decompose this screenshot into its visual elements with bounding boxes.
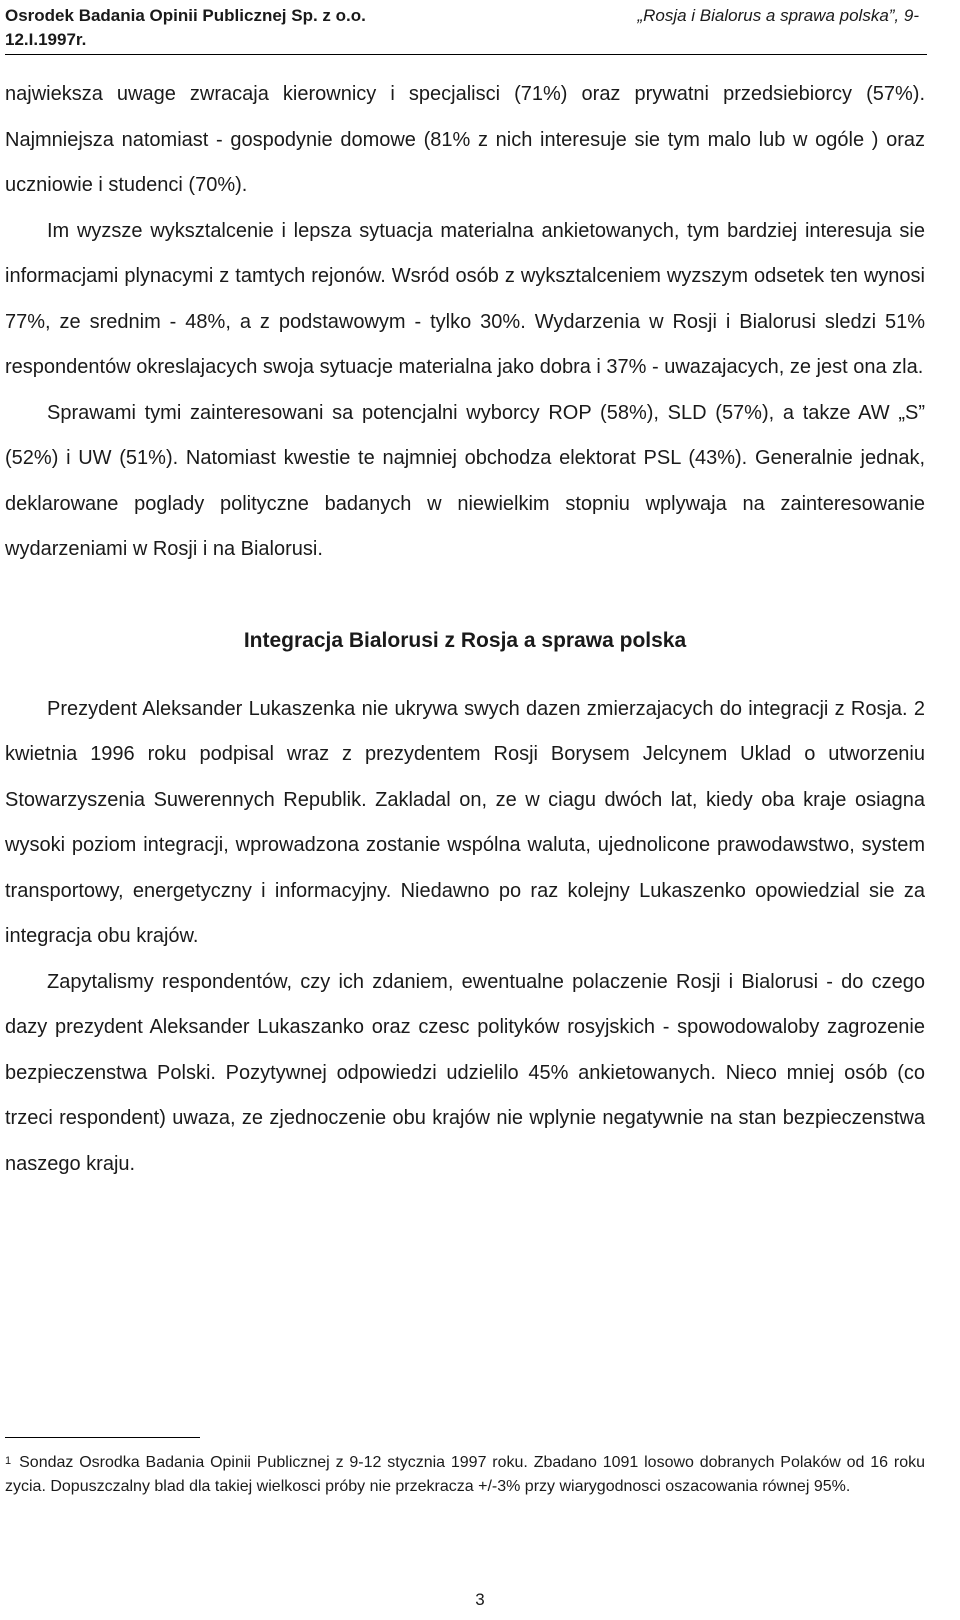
header-rule: [5, 54, 927, 55]
page-number: 3: [475, 1590, 485, 1609]
paragraph: Zapytalismy respondentów, czy ich zdaniem, ewentualne polaczenie Rosji i Bialorusi - do czego dazy prezydent Aleksander Lukaszanko oraz czesc polityków rosyjskich - spowodowaloby zagrozenie bezpieczenstwa Polski. Pozytywnej odpowiedzi udzielilo 45% ankietowanych. Nieco mniej osób (co trzeci respondent) uwaza, ze zjednoczenie obu krajów nie wplynie negatywnie na stan bezpieczenstwa naszego kraju.: [5, 970, 925, 1175]
footnote-text: Sondaz Osrodka Badania Opinii Publicznej z 9-12 stycznia 1997 roku. Zbadano 1091 losowo dobranych Polaków od 16 roku zycia. Dopuszczalny blad dla takiej wielkosci próby nie przekracza +/-3% przy wiarygodnosci oszacowania równej 95%.: [5, 1454, 925, 1495]
header-date: 12.I.1997r.: [5, 30, 87, 49]
running-header: [5, 4, 927, 49]
header-report-title: „Rosja i Bialorus a sprawa polska”, 9-: [637, 6, 919, 25]
paragraph: najwieksza uwage zwracaja kierownicy i specjalisci (71%) oraz prywatni przedsiebiorcy (57%). Najmniejsza natomiast - gospodynie domowe (81% z nich interesuje sie tym malo lub w ogóle ) oraz uczniowie i studenci (70%).: [5, 83, 925, 196]
footnote-marker: 1: [5, 1455, 12, 1467]
document-body: [5, 72, 925, 1187]
paragraph: Sprawami tymi zainteresowani sa potencjalni wyborcy ROP (58%), SLD (57%), a takze AW „S” (52%) i UW (51%). Natomiast kwestie te najmniej obchodza elektorat PSL (43%). Generalnie jednak, deklarowane poglady polityczne badanych w niewielkim stopniu wplywaja na zainteresowanie wydarzeniami w Rosji i na Bialorusi.: [5, 401, 925, 560]
paragraph: Im wyzsze wyksztalcenie i lepsza sytuacja materialna ankietowanych, tym bardziej interesuja sie informacjami plynacymi z tamtych rejonów. Wsród osób z wyksztalceniem wyzszym odsetek ten wynosi 77%, ze srednim - 48%, a z podstawowym - tylko 30%. Wydarzenia w Rosji i Bialorusi sledzi 51% respondentów okreslajacych swoja sytuacje materialna jako dobra i 37% - uwazajacych, ze jest ona zla.: [5, 219, 925, 378]
header-organization: Osrodek Badania Opinii Publicznej Sp. z o.o.: [5, 6, 366, 25]
footnote-separator: [5, 1437, 200, 1438]
footnote: [5, 1451, 925, 1499]
paragraph: Prezydent Aleksander Lukaszenka nie ukrywa swych dazen zmierzajacych do integracji z Rosja. 2 kwietnia 1996 roku podpisal wraz z prezydentem Rosji Borysem Jelcynem Uklad o utworzeniu Stowarzyszenia Suwerennych Republik. Zakladal on, ze w ciagu dwóch lat, kiedy oba kraje osiagna wysoki poziom integracji, wprowadzona zostanie wspólna waluta, ujednolicone prawodawstwo, system transportowy, energetyczny i informacyjny. Niedawno po raz kolejny Lukaszenko opowiedzial sie za integracja obu krajów.: [5, 697, 925, 947]
section-heading: Integracja Bialorusi z Rosja a sprawa polska: [243, 628, 687, 652]
